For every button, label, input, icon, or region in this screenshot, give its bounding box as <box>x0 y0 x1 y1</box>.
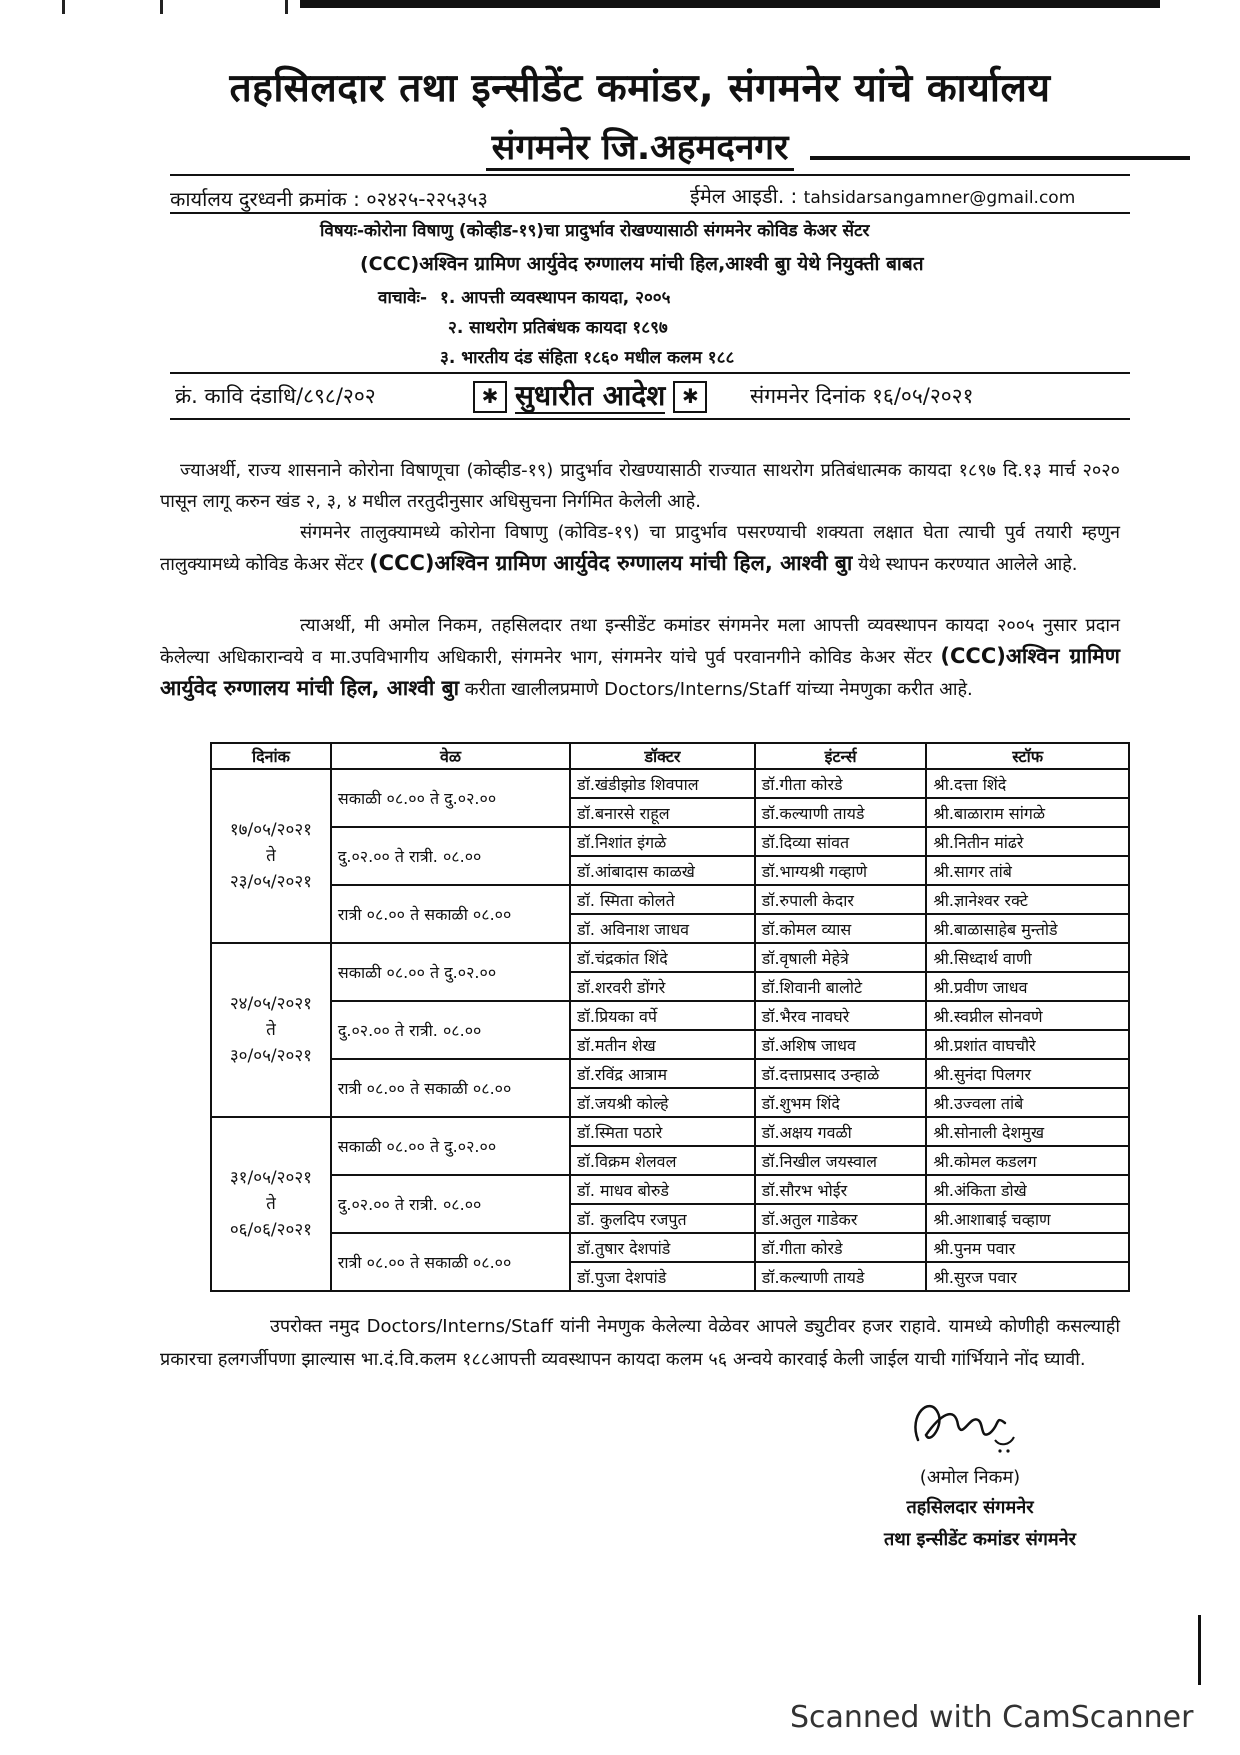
staff-cell: श्री.पुनम पवार <box>926 1233 1129 1262</box>
intern-cell: डॉ.दिव्या सांवत <box>755 827 927 856</box>
staff-cell: श्री.सुरज पवार <box>926 1262 1129 1291</box>
date-range-cell <box>211 943 331 1117</box>
date-range-text: २४/०५/२०२१ <box>229 994 313 1014</box>
signature-mark <box>900 1385 1020 1465</box>
table-row <box>211 1117 1129 1146</box>
staff-cell: श्री.आशाबाई चव्हाण <box>926 1204 1129 1233</box>
intern-cell: डॉ.गीता कोरडे <box>755 1233 927 1262</box>
doctor-cell: डॉ.प्रियका वर्पे <box>570 1001 755 1030</box>
shift-time-cell: रात्री ०८.०० ते सकाळी ०८.०० <box>331 1059 570 1117</box>
office-phone: कार्यालय दुरध्वनी क्रमांक : ०२४२५-२२५३५३ <box>170 187 488 211</box>
staff-cell: श्री.कोमल कडलग <box>926 1146 1129 1175</box>
doctor-cell: डॉ. माधव बोरुडे <box>570 1175 755 1204</box>
signatory-designation: तहसिलदार संगमनेर <box>906 1497 1034 1518</box>
closing-paragraph: उपरोक्त नमुद Doctors/Interns/Staff यांनी नेमणुक केलेल्या वेळेवर आपले ड्युटीवर हजर राहावे. यामध्ये कोणीही कसल्याही प्रकारचा हलगर्जीपणा झाल्यास भा.दं.वि.कलम १८८आपत्ती व्यवस्थापन कायदा कलम ५६ अन्वये कारवाई केली जाईल याची गांर्भियाने नोंद घ्यावी. <box>160 1316 1120 1370</box>
column-header-doctor: डॉक्टर <box>570 743 755 769</box>
staff-cell: श्री.सोनाली देशमुख <box>926 1117 1129 1146</box>
doctor-cell: डॉ.निशांत इंगळे <box>570 827 755 856</box>
column-header-interns: इंटर्न्स <box>755 743 927 769</box>
table-row <box>211 943 1129 972</box>
date-range-text: ते <box>266 1020 276 1040</box>
table-row <box>211 1001 1129 1030</box>
reference-item: १. आपत्ती व्यवस्थापन कायदा, २००५ <box>440 288 671 308</box>
date-range-text: १७/०५/२०२१ <box>229 820 313 840</box>
star-ornament-icon: ✱ <box>673 381 707 413</box>
scan-edge-mark <box>1198 1615 1201 1685</box>
doctor-cell: डॉ.पुजा देशपांडे <box>570 1262 755 1291</box>
shift-time-cell: रात्री ०८.०० ते सकाळी ०८.०० <box>331 885 570 943</box>
order-header <box>175 378 1085 412</box>
date-range-text: ते <box>266 846 276 866</box>
doctor-cell: डॉ.बनारसे राहूल <box>570 798 755 827</box>
star-ornament-icon: ✱ <box>473 381 507 413</box>
header-rule <box>170 212 1130 214</box>
date-range-text: ३०/०५/२०२१ <box>229 1046 313 1066</box>
scan-edge-mark <box>160 0 163 14</box>
scan-top-bar <box>300 0 1160 8</box>
shift-time-cell: सकाळी ०८.०० ते दु.०२.०० <box>331 943 570 1001</box>
staff-cell: श्री.बाळाराम सांगळे <box>926 798 1129 827</box>
header-rule <box>170 174 1130 176</box>
intern-cell: डॉ.कल्याणी तायडे <box>755 1262 927 1291</box>
shift-time-cell: सकाळी ०८.०० ते दु.०२.०० <box>331 769 570 827</box>
shift-time-cell: दु.०२.०० ते रात्री. ०८.०० <box>331 1175 570 1233</box>
table-row <box>211 1233 1129 1262</box>
intern-cell: डॉ.रुपाली केदार <box>755 885 927 914</box>
duty-roster-table <box>210 742 1130 1292</box>
staff-cell: श्री.ज्ञानेश्वर रक्टे <box>926 885 1129 914</box>
staff-cell: श्री.बाळासाहेब मुन्तोडे <box>926 914 1129 943</box>
office-subtitle: संगमनेर जि.अहमदनगर <box>150 123 1130 170</box>
intern-cell: डॉ.सौरभ भोईर <box>755 1175 927 1204</box>
table-row <box>211 885 1129 914</box>
subject-line-2: (CCC)अश्विन ग्रामिण आर्युवेद रुग्णालय मांची हिल,आश्वी बुा येथे नियुक्ती बाबत <box>360 253 924 275</box>
doctor-cell: डॉ.विक्रम शेलवल <box>570 1146 755 1175</box>
staff-cell: श्री.प्रशांत वाघचौरे <box>926 1030 1129 1059</box>
date-range-cell <box>211 769 331 943</box>
reference-item: ३. भारतीय दंड संहिता १८६० मधील कलम १८८ <box>440 348 735 368</box>
table-row <box>211 827 1129 856</box>
order-title: ✱ सुधारीत आदेश ✱ <box>465 376 715 414</box>
staff-cell: श्री.दत्ता शिंदे <box>926 769 1129 798</box>
paragraph-2: संगमनेर तालुक्यामध्ये कोरोना विषाणु (कोविड-१९) चा प्रादुर्भाव पसरण्याची शक्यता लक्षात घेता त्याची पुर्व तयारी म्हणुन तालुक्यामध्ये कोविड केअर सेंटर (CCC)अश्विन ग्रामिण आर्युवेद रुग्णालय मांची हिल, आश्वी बुा येथे स्थापन करण्यात आलेले आहे. <box>160 522 1120 575</box>
intern-cell: डॉ.कल्याणी तायडे <box>755 798 927 827</box>
shift-time-cell: दु.०२.०० ते रात्री. ०८.०० <box>331 827 570 885</box>
date-range-text: २३/०५/२०२१ <box>229 872 313 892</box>
subject-line-1: विषयः-कोरोना विषाणु (कोव्हीड-१९)चा प्रादुर्भाव रोखण्यासाठी संगमनेर कोविड केअर सेंटर <box>320 221 870 241</box>
staff-cell: श्री.स्वप्नील सोनवणे <box>926 1001 1129 1030</box>
staff-cell: श्री.प्रवीण जाधव <box>926 972 1129 1001</box>
order-rule <box>170 418 1130 420</box>
order-date: संगमनेर दिनांक १६/०५/२०२१ <box>750 384 974 408</box>
date-range-text: ०६/०६/२०२१ <box>229 1220 313 1240</box>
intern-cell: डॉ.शुभम शिंदे <box>755 1088 927 1117</box>
doctor-cell: डॉ.स्मिता पठारे <box>570 1117 755 1146</box>
column-header-time: वेळ <box>331 743 570 769</box>
shift-time-cell: दु.०२.०० ते रात्री. ०८.०० <box>331 1001 570 1059</box>
intern-cell: डॉ.अक्षय गवळी <box>755 1117 927 1146</box>
doctor-cell: डॉ.रविंद्र आत्राम <box>570 1059 755 1088</box>
staff-cell: श्री.सुनंदा पिलगर <box>926 1059 1129 1088</box>
signatory-designation: तथा इन्सीडेंट कमांडर संगमनेर <box>883 1529 1077 1550</box>
scanner-watermark: Scanned with CamScanner <box>790 1700 1194 1735</box>
intern-cell: डॉ.शिवानी बालोटे <box>755 972 927 1001</box>
doctor-cell: डॉ.चंद्रकांत शिंदे <box>570 943 755 972</box>
signatory-name: (अमोल निकम) <box>919 1467 1021 1488</box>
intern-cell: डॉ.भाग्यश्री गव्हाणे <box>755 856 927 885</box>
table-header-row <box>211 743 1129 769</box>
intern-cell: डॉ.निखील जयस्वाल <box>755 1146 927 1175</box>
column-header-staff: स्टॉफ <box>926 743 1129 769</box>
doctor-cell: डॉ. अविनाश जाधव <box>570 914 755 943</box>
table-row <box>211 1175 1129 1204</box>
date-range-text: ते <box>266 1194 276 1214</box>
intern-cell: डॉ.अतुल गाडेकर <box>755 1204 927 1233</box>
staff-cell: श्री.नितीन मांढरे <box>926 827 1129 856</box>
reference-item: २. साथरोग प्रतिबंधक कायदा १८९७ <box>448 318 668 338</box>
scan-edge-mark <box>285 0 288 14</box>
paragraph-1: ज्याअर्थी, राज्य शासनाने कोरोना विषाणूचा (कोव्हीड-१९) प्रादुर्भाव रोखण्यासाठी राज्यात साथरोग प्रतिबंधात्मक कायदा १८९७ दि.१३ मार्च २०२० पासून लागू करुन खंड २, ३, ४ मधील तरतुदीनुसार अधिसुचना निर्गमित केलेली आहे. <box>160 460 1120 512</box>
reference-label: वाचावेः- <box>378 288 427 308</box>
header-rule <box>810 156 1190 160</box>
intern-cell: डॉ.वृषाली मेहेत्रे <box>755 943 927 972</box>
column-header-date: दिनांक <box>211 743 331 769</box>
doctor-cell: डॉ. कुलदिप रजपुत <box>570 1204 755 1233</box>
shift-time-cell: सकाळी ०८.०० ते दु.०२.०० <box>331 1117 570 1175</box>
doctor-cell: डॉ.जयश्री कोल्हे <box>570 1088 755 1117</box>
table-row <box>211 1059 1129 1088</box>
shift-time-cell: रात्री ०८.०० ते सकाळी ०८.०० <box>331 1233 570 1291</box>
intern-cell: डॉ.गीता कोरडे <box>755 769 927 798</box>
doctor-cell: डॉ.तुषार देशपांडे <box>570 1233 755 1262</box>
date-range-text: ३१/०५/२०२१ <box>229 1168 313 1188</box>
doctor-cell: डॉ. स्मिता कोलते <box>570 885 755 914</box>
doctor-cell: डॉ.खंडीझोड शिवपाल <box>570 769 755 798</box>
doctor-cell: डॉ.शरवरी डोंगरे <box>570 972 755 1001</box>
staff-cell: श्री.सागर तांबे <box>926 856 1129 885</box>
staff-cell: श्री.उज्वला तांबे <box>926 1088 1129 1117</box>
order-number: क्रं. कावि दंडाधि/८९८/२०२ <box>175 384 376 408</box>
doctor-cell: डॉ.मतीन शेख <box>570 1030 755 1059</box>
staff-cell: श्री.सिध्दार्थ वाणी <box>926 943 1129 972</box>
intern-cell: डॉ.भैरव नावघरे <box>755 1001 927 1030</box>
scan-edge-mark <box>62 0 65 14</box>
paragraph-3: त्याअर्थी, मी अमोल निकम, तहसिलदार तथा इन्सीडेंट कमांडर संगमनेर मला आपत्ती व्यवस्थापन कायदा २००५ नुसार प्रदान केलेल्या अधिकारान्वये व मा.उपविभागीय अधिकारी, संगमनेर भाग, संगमनेर यांचे पुर्व परवानगीने कोविड केअर सेंटर (CCC)अश्विन ग्रामिण आर्युवेद रुग्णालय मांची हिल, आश्वी बुा करीता खालीलप्रमाणे Doctors/Interns/Staff यांच्या नेमणुका करीत आहे. <box>160 615 1120 700</box>
staff-cell: श्री.अंकिता डोखे <box>926 1175 1129 1204</box>
order-rule <box>170 372 1130 374</box>
date-range-cell <box>211 1117 331 1291</box>
office-email: ईमेल आइडी. : tahsidarsangamner@gmail.com <box>690 184 1076 208</box>
intern-cell: डॉ.अशिष जाधव <box>755 1030 927 1059</box>
doctor-cell: डॉ.आंबादास काळखे <box>570 856 755 885</box>
table-row <box>211 769 1129 798</box>
office-title: तहसिलदार तथा इन्सीडेंट कमांडर, संगमनेर यांचे कार्यालय <box>229 66 1051 111</box>
intern-cell: डॉ.दत्ताप्रसाद उन्हाळे <box>755 1059 927 1088</box>
intern-cell: डॉ.कोमल व्यास <box>755 914 927 943</box>
